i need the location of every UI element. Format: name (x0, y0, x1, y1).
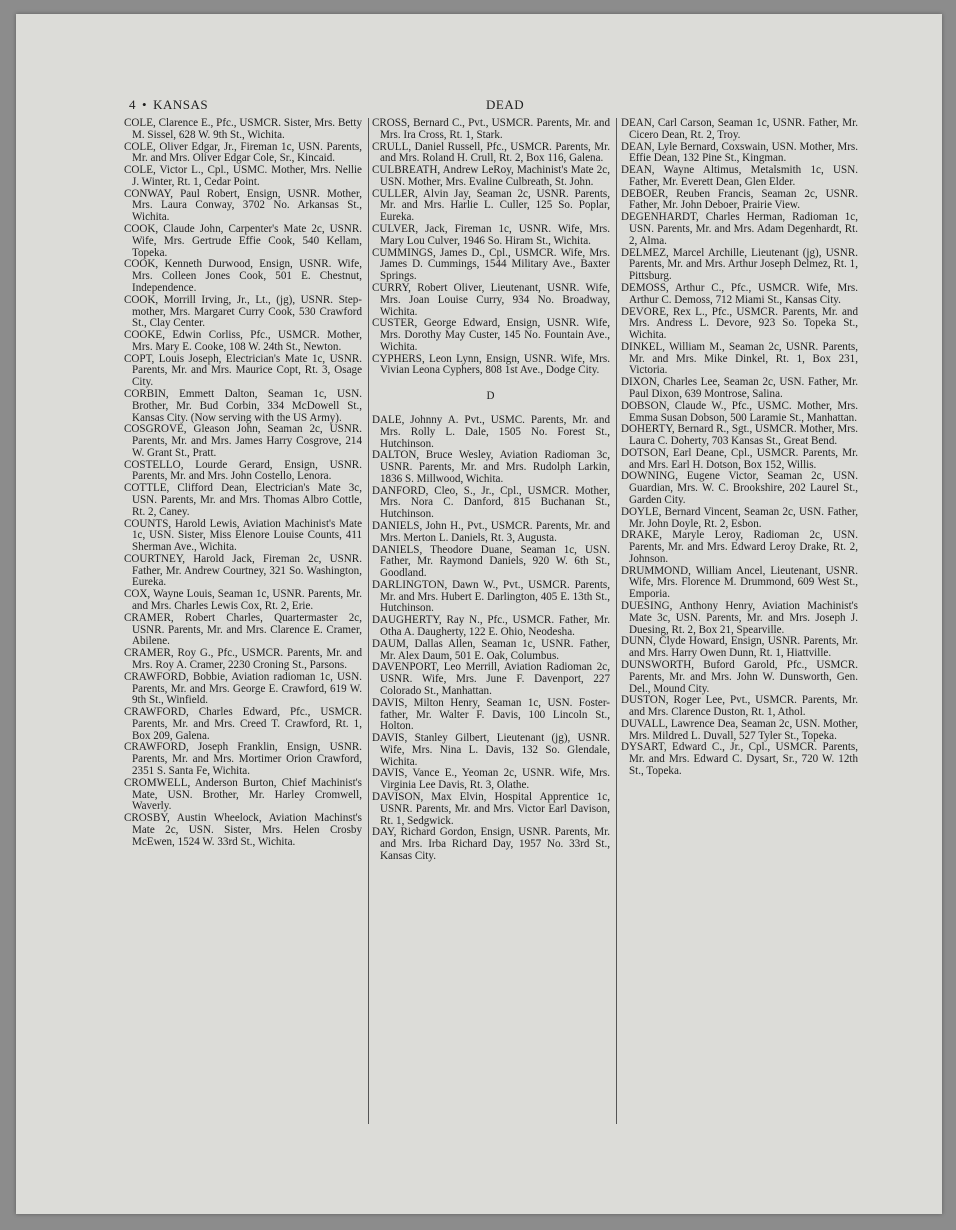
roster-entry: CROSBY, Austin Wheelock, Aviation Machinst's Mate 2c, USN. Sister, Mrs. Helen Crosby McEwen, 1524 W. 33rd St., Wichita. (124, 812, 362, 848)
roster-entry: DELMEZ, Marcel Archille, Lieutenant (jg), USNR. Parents, Mr. and Mrs. Arthur Joseph Delmez, Rt. 1, Pittsburg. (621, 246, 858, 283)
column-divider (368, 118, 369, 1124)
roster-entry: CRULL, Daniel Russell, Pfc., USMCR. Parents, Mr. and Mrs. Roland H. Crull, Rt. 2, Box 116, Galena. (372, 140, 610, 165)
roster-entry: DEMOSS, Arthur C., Pfc., USMCR. Wife, Mrs. Arthur C. Demoss, 712 Miami St., Kansas City. (621, 281, 858, 306)
roster-entry: CUMMINGS, James D., Cpl., USMCR. Wife, Mrs. James D. Cummings, 1544 Military Ave., Baxter Springs. (372, 246, 610, 283)
roster-entry: COSTELLO, Lourde Gerard, Ensign, USNR. Parents, Mr. and Mrs. John Costello, Lenora. (124, 458, 362, 483)
roster-entry: DUVALL, Lawrence Dea, Seaman 2c, USN. Mother, Mrs. Mildred L. Duvall, 527 Tyler St., Topeka. (621, 717, 858, 742)
roster-entry: DOHERTY, Bernard R., Sgt., USMCR. Mother, Mrs. Laura C. Doherty, 703 Kansas St., Great Bend. (621, 423, 858, 448)
roster-entry: DUSTON, Roger Lee, Pvt., USMCR. Parents, Mr. and Mrs. Clarence Duston, Rt. 1, Athol. (621, 694, 858, 719)
roster-entry: DAUM, Dallas Allen, Seaman 1c, USNR. Father, Mr. Alex Daum, 501 E. Oak, Columbus. (372, 637, 610, 662)
roster-entry: DIXON, Charles Lee, Seaman 2c, USN. Father, Mr. Paul Dixon, 639 Montrose, Salina. (621, 376, 858, 400)
roster-entry: CRAWFORD, Joseph Franklin, Ensign, USNR. Parents, Mr. and Mrs. Mortimer Orion Crawford, 2351 S. Santa Fe, Wichita. (124, 741, 362, 777)
roster-entry: CULBREATH, Andrew LeRoy, Machinist's Mate 2c, USN. Mother, Mrs. Evaline Culbreath, St. John. (372, 164, 610, 188)
roster-entry: DEAN, Carl Carson, Seaman 1c, USNR. Father, Mr. Cicero Dean, Rt. 2, Troy. (621, 117, 858, 141)
roster-entry: DALE, Johnny A. Pvt., USMC. Parents, Mr. and Mrs. Rolly L. Dale, 1505 No. Forest St., Hutchinson. (372, 413, 610, 450)
roster-entry: CROSS, Bernard C., Pvt., USMCR. Parents, Mr. and Mrs. Ira Cross, Rt. 1, Stark. (372, 117, 610, 141)
roster-entry: COLE, Oliver Edgar, Jr., Fireman 1c, USN. Parents, Mr. and Mrs. Oliver Edgar Cole, Sr., Kincaid. (124, 140, 362, 165)
section-letter: D (486, 390, 496, 403)
roster-entry: DALTON, Bruce Wesley, Aviation Radioman 3c, USNR. Parents, Mr. and Mrs. Rudolph Larkin, 1836 S. Millwood, Wichita. (372, 449, 610, 485)
roster-entry: COOK, Morrill Irving, Jr., Lt., (jg), USNR. Step-mother, Mrs. Margaret Curry Cook, 530 Crawford St., Clay Center. (124, 293, 362, 330)
roster-entry: CORBIN, Emmett Dalton, Seaman 1c, USN. Brother, Mr. Bud Corbin, 334 McDowell St., Kansas City. (Now serving with the US Army). (124, 387, 362, 424)
roster-entry: DOBSON, Claude W., Pfc., USMC. Mother, Mrs. Emma Susan Dobson, 500 Laramie St., Manhattan. (621, 399, 858, 424)
section-title: DEAD (486, 97, 525, 112)
roster-entry: CROMWELL, Anderson Burton, Chief Machinist's Mate, USN. Brother, Mr. Harley Cromwell, Waverly. (124, 776, 362, 813)
column-3 (621, 118, 858, 778)
column-1 (124, 118, 362, 848)
column-2 (372, 118, 610, 863)
roster-entry: DEAN, Wayne Altimus, Metalsmith 1c, USN. Father, Mr. Everett Dean, Glen Elder. (621, 164, 858, 188)
roster-entry: COOKE, Edwin Corliss, Pfc., USMCR. Mother, Mrs. Mary E. Cooke, 108 W. 24th St., Newton. (124, 329, 362, 353)
roster-entry: DOYLE, Bernard Vincent, Seaman 2c, USN. Father, Mr. John Doyle, Rt. 2, Esbon. (621, 505, 858, 530)
roster-entry: CYPHERS, Leon Lynn, Ensign, USNR. Wife, Mrs. Vivian Leona Cyphers, 808 1st Ave., Dodge City. (372, 352, 610, 377)
roster-entry: COSGROVE, Gleason John, Seaman 2c, USNR. Parents, Mr. and Mrs. James Harry Cosgrove, 214 W. Grant St., Pratt. (124, 423, 362, 459)
roster-entry: CURRY, Robert Oliver, Lieutenant, USNR. Wife, Mrs. Joan Louise Curry, 934 No. Broadway, Wichita. (372, 281, 610, 318)
roster-entry: COPT, Louis Joseph, Electrician's Mate 1c, USNR. Parents, Mr. and Mrs. Maurice Copt, Rt. 3, Osage City. (124, 352, 362, 389)
roster-entry: DEAN, Lyle Bernard, Coxswain, USN. Mother, Mrs. Effie Dean, 132 Pine St., Kingman. (621, 140, 858, 165)
roster-entry: DAVENPORT, Leo Merrill, Aviation Radioman 2c, USNR. Wife, Mrs. June F. Davenport, 227 Colorado St., Manhattan. (372, 661, 610, 697)
roster-entry: DYSART, Edward C., Jr., Cpl., USMCR. Parents, Mr. and Mrs. Edward C. Dysart, Sr., 720 W. 12th St., Topeka. (621, 741, 858, 777)
roster-entry: CULVER, Jack, Fireman 1c, USNR. Wife, Mrs. Mary Lou Culver, 1946 So. Hiram St., Wichita. (372, 223, 610, 247)
roster-entry: DUNN, Clyde Howard, Ensign, USNR. Parents, Mr. and Mrs. Harry Owen Dunn, Rt. 1, Hiattville. (621, 635, 858, 660)
roster-entry: CUSTER, George Edward, Ensign, USNR. Wife, Mrs. Dorothy May Custer, 145 No. Fountain Ave., Wichita. (372, 317, 610, 353)
roster-entry: CRAMER, Robert Charles, Quartermaster 2c, USNR. Parents, Mr. and Mrs. Clarence E. Cramer, Abilene. (124, 611, 362, 648)
roster-entry: DINKEL, William M., Seaman 2c, USNR. Parents, Mr. and Mrs. Mike Dinkel, Rt. 1, Box 231, Victoria. (621, 340, 858, 377)
roster-entry: DRUMMOND, William Ancel, Lieutenant, USNR. Wife, Mrs. Florence M. Drummond, 609 West St., Emporia. (621, 564, 858, 601)
document-page (16, 14, 942, 1214)
roster-entry: DOWNING, Eugene Victor, Seaman 2c, USN. Guardian, Mrs. W. C. Brookshire, 202 Laurel St., Garden City. (621, 470, 858, 506)
roster-entry: COLE, Clarence E., Pfc., USMCR. Sister, Mrs. Betty M. Sissel, 628 W. 9th St., Wichita. (124, 117, 362, 141)
roster-entry: DEGENHARDT, Charles Herman, Radioman 1c, USN. Parents, Mr. and Mrs. Adam Degenhardt, Rt. 2, Alma. (621, 211, 858, 247)
roster-entry: COX, Wayne Louis, Seaman 1c, USNR. Parents, Mr. and Mrs. Charles Lewis Cox, Rt. 2, Erie. (124, 588, 362, 613)
header-left (129, 97, 208, 113)
roster-entry: DANIELS, Theodore Duane, Seaman 1c, USN. Father, Mr. Raymond Daniels, 920 W. 6th St., Goodland. (372, 543, 610, 580)
roster-entry: DANFORD, Cleo, S., Jr., Cpl., USMCR. Mother, Mrs. Nora C. Danford, 815 Buchanan St., Hutchinson. (372, 484, 610, 521)
roster-entry: DRAKE, Maryle Leroy, Radioman 2c, USN. Parents, Mr. and Mrs. Edward Leroy Drake, Rt. 2, Johnson. (621, 529, 858, 565)
bullet-separator: • (142, 97, 148, 112)
roster-entry: DAY, Richard Gordon, Ensign, USNR. Parents, Mr. and Mrs. Irba Richard Day, 1957 No. 33rd St., Kansas City. (372, 826, 610, 862)
roster-entry: DARLINGTON, Dawn W., Pvt., USMCR. Parents, Mr. and Mrs. Hubert E. Darlington, 405 E. 13th St., Hutchinson. (372, 578, 610, 615)
roster-entry: DEBOER, Reuben Francis, Seaman 2c, USNR. Father, Mr. John Deboer, Prairie View. (621, 187, 858, 212)
roster-entry: DAVIS, Stanley Gilbert, Lieutenant (jg), USNR. Wife, Mrs. Nina L. Davis, 132 So. Glendale, Wichita. (372, 732, 610, 768)
roster-entry: CULLER, Alvin Jay, Seaman 2c, USNR. Parents, Mr. and Mrs. Harlie L. Culler, 125 So. Poplar, Eureka. (372, 187, 610, 224)
roster-entry: DAUGHERTY, Ray N., Pfc., USMCR. Father, Mr. Otha A. Daugherty, 122 E. Ohio, Neodesha. (372, 614, 610, 639)
page-number: 4 (129, 97, 136, 112)
roster-entry: DUESING, Anthony Henry, Aviation Machinist's Mate 3c, USN. Parents, Mr. and Mrs. Joseph J. Duesing, Rt. 2, Box 21, Spearville. (621, 600, 858, 636)
roster-entry: CRAWFORD, Charles Edward, Pfc., USMCR. Parents, Mr. and Mrs. Creed T. Crawford, Rt. 1, Box 209, Galena. (124, 706, 362, 742)
roster-entry: DUNSWORTH, Buford Garold, Pfc., USMCR. Parents, Mr. and Mrs. John W. Dunsworth, Gen. Del., Mound City. (621, 658, 858, 695)
state-name: KANSAS (153, 97, 209, 112)
column-divider (616, 118, 617, 1124)
roster-entry: DANIELS, John H., Pvt., USMCR. Parents, Mr. and Mrs. Merton L. Daniels, Rt. 3, Augusta. (372, 520, 610, 544)
roster-entry: DAVIS, Milton Henry, Seaman 1c, USN. Foster-father, Mr. Walter F. Davis, 100 Lincoln St., Holton. (372, 696, 610, 733)
roster-entry: DEVORE, Rex L., Pfc., USMCR. Parents, Mr. and Mrs. Andress L. Devore, 923 So. Topeka St., Wichita. (621, 305, 858, 342)
roster-entry: DOTSON, Earl Deane, Cpl., USMCR. Parents, Mr. and Mrs. Earl H. Dotson, Box 152, Willis. (621, 446, 858, 471)
roster-entry: COTTLE, Clifford Dean, Electrician's Mate 3c, USN. Parents, Mr. and Mrs. Thomas Albro Cottle, Rt. 2, Caney. (124, 482, 362, 518)
roster-entry: COLE, Victor L., Cpl., USMC. Mother, Mrs. Nellie J. Winter, Rt. 1, Cedar Point. (124, 164, 362, 188)
roster-entry: COOK, Claude John, Carpenter's Mate 2c, USNR. Wife, Mrs. Gertrude Effie Cook, 540 Kellam, Topeka. (124, 223, 362, 259)
page-header (129, 97, 928, 113)
roster-entry: DAVISON, Max Elvin, Hospital Apprentice 1c, USNR. Parents, Mr. and Mrs. Victor Earl Davison, Rt. 1, Sedgwick. (372, 790, 610, 827)
roster-entry: CRAMER, Roy G., Pfc., USMCR. Parents, Mr. and Mrs. Roy A. Cramer, 2230 Croning St., Parsons. (124, 647, 362, 671)
roster-entry: CONWAY, Paul Robert, Ensign, USNR. Mother, Mrs. Laura Conway, 3702 No. Arkansas St., Wichita. (124, 187, 362, 224)
roster-entry: COOK, Kenneth Durwood, Ensign, USNR. Wife, Mrs. Colleen Jones Cook, 501 E. Chestnut, Independence. (124, 258, 362, 294)
roster-entry: COUNTS, Harold Lewis, Aviation Machinist's Mate 1c, USN. Sister, Miss Elenore Louise Counts, 411 Sherman Ave., Wichita. (124, 517, 362, 554)
roster-entry: COURTNEY, Harold Jack, Fireman 2c, USNR. Father, Mr. Andrew Courtney, 321 So. Washington, Eureka. (124, 552, 362, 589)
roster-entry: CRAWFORD, Bobbie, Aviation radioman 1c, USN. Parents, Mr. and Mrs. George E. Crawford, 619 W. 9th St., Winfield. (124, 670, 362, 707)
roster-entry: DAVIS, Vance E., Yeoman 2c, USNR. Wife, Mrs. Virginia Lee Davis, Rt. 3, Olathe. (372, 767, 610, 792)
